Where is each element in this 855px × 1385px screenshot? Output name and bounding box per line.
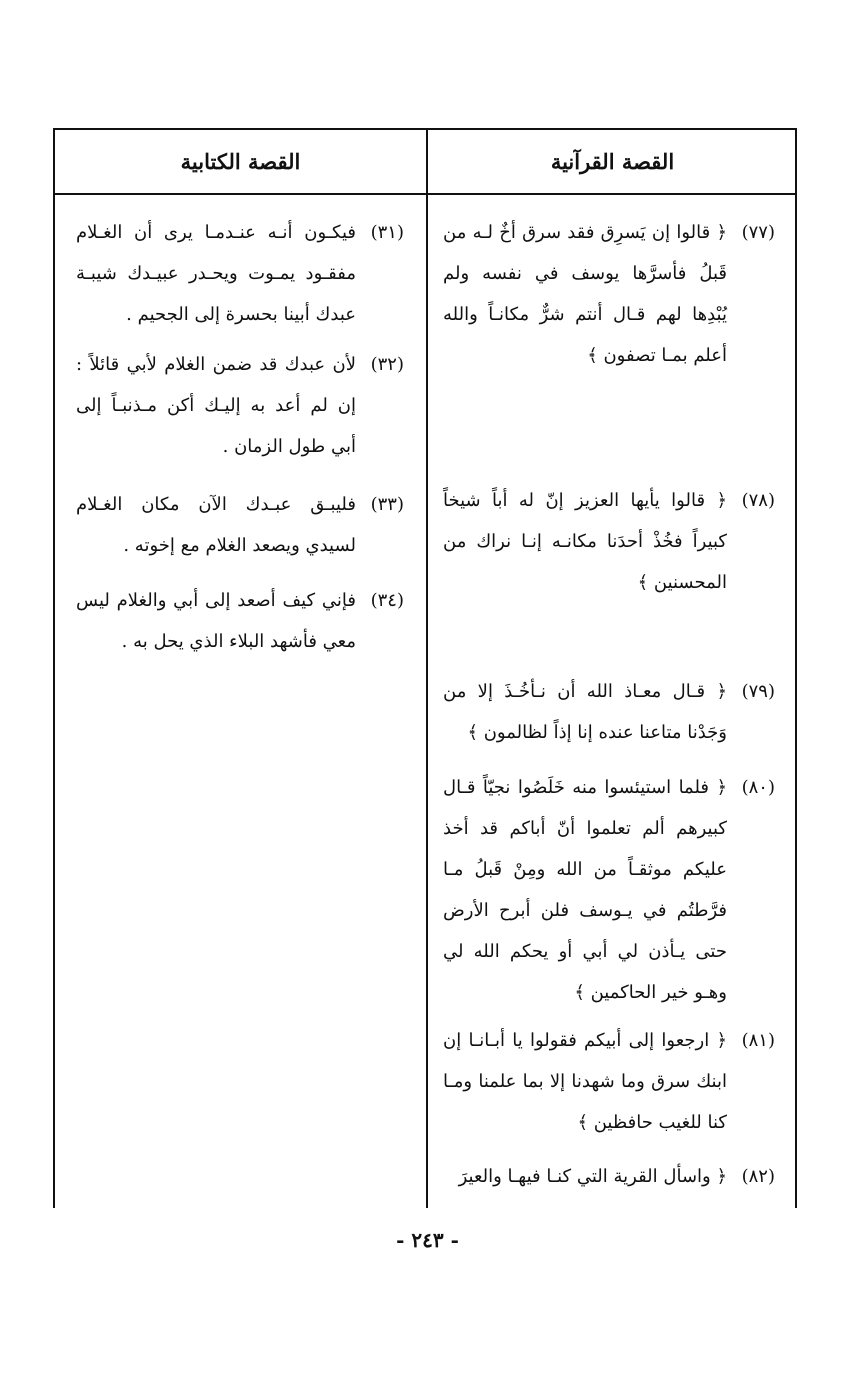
- verse-78: [443, 480, 775, 603]
- passage-number: (٣١): [370, 222, 404, 243]
- passage-text: فإني كيف أصعد إلى أبي والغلام ليس معي فأشهد البلاء الذي يحل به .: [76, 590, 356, 652]
- passage-33: [76, 484, 404, 566]
- passage-34: [76, 580, 404, 662]
- header-quranic-story: القصة القرآنية: [550, 149, 675, 174]
- verse-text: ﴿ واسأل القرية التي كنـا فيهـا والعيرَ: [458, 1166, 727, 1187]
- passage-number: (٣٤): [370, 590, 404, 611]
- header-divider: [55, 193, 795, 195]
- verse-77: [443, 212, 775, 376]
- verse-80: [443, 767, 775, 1013]
- verse-number: (٧٩): [741, 681, 775, 702]
- verse-number: (٨١): [741, 1030, 775, 1051]
- passage-number: (٣٣): [370, 494, 404, 515]
- passage-31: [76, 212, 404, 335]
- column-divider: [426, 130, 428, 1208]
- verse-82: [443, 1156, 775, 1197]
- passage-text: فليبـق عبـدك الآن مكان الغـلام لسيدي ويصعد الغلام مع إخوته .: [76, 494, 356, 556]
- header-biblical-story: القصة الكتابية: [180, 149, 301, 174]
- verse-number: (٨٢): [741, 1166, 775, 1187]
- verse-text: ﴿ ارجعوا إلى أبيكم فقولوا يا أبـانـا إن ابنك سرق وما شهدنا إلا بما علمنا ومـا كنا للغيب حافظين ﴾: [443, 1030, 727, 1133]
- passage-number: (٣٢): [370, 354, 404, 375]
- verse-text: ﴿ فلما استيئسوا منه خَلَصُوا نجيّاً قـال كبيرهم ألم تعلموا أنّ أباكم قد أخذ عليكم موثقـاً من الله ومِنْ قَبلُ مـا فرَّطتُم في يـوسف فلن أبرح الأرض حتى يـأذن لي أبي أو يحكم الله لي وهـو خير الحاكمين ﴾: [443, 777, 727, 1003]
- comparison-table: [53, 128, 797, 1208]
- verse-text: ﴿ قالوا إن يَسرِق فقد سرق أخٌ لـه من قَبلُ فأسرَّها يوسف في نفسه ولم يُبْدِها لهم قـال أنتم شرٌّ مكانـاً والله أعلم بمـا تصفون ﴾: [443, 222, 727, 366]
- verse-number: (٧٨): [741, 490, 775, 511]
- passage-32: [76, 344, 404, 467]
- passage-text: فيكـون أنـه عنـدمـا يرى أن الغـلام مفقـود يمـوت ويحـدر عبيـدك شيبـة عبدك أبينا بحسرة إلى الجحيم .: [76, 222, 356, 325]
- verse-text: ﴿ قالوا يأيها العزيز إنّ له أباً شيخاً كبيراً فخُذْ أحدَنا مكانـه إنـا نراك من المحسنين ﴾: [443, 490, 727, 593]
- verse-79: [443, 671, 775, 753]
- verse-81: [443, 1020, 775, 1143]
- page-number: - ٢٤٣ -: [396, 1228, 459, 1252]
- verse-number: (٧٧): [741, 222, 775, 243]
- passage-text: لأن عبدك قد ضمن الغلام لأبي قائلاً : إن لم أعد به إليـك أكن مـذنبـاً إلى أبي طول الزمان .: [76, 354, 356, 457]
- verse-number: (٨٠): [741, 777, 775, 798]
- verse-text: ﴿ قـال معـاذ الله أن نـأخُـذَ إلا من وَجَدْنا متاعنا عنده إنا إذاً لظالمون ﴾: [443, 681, 727, 743]
